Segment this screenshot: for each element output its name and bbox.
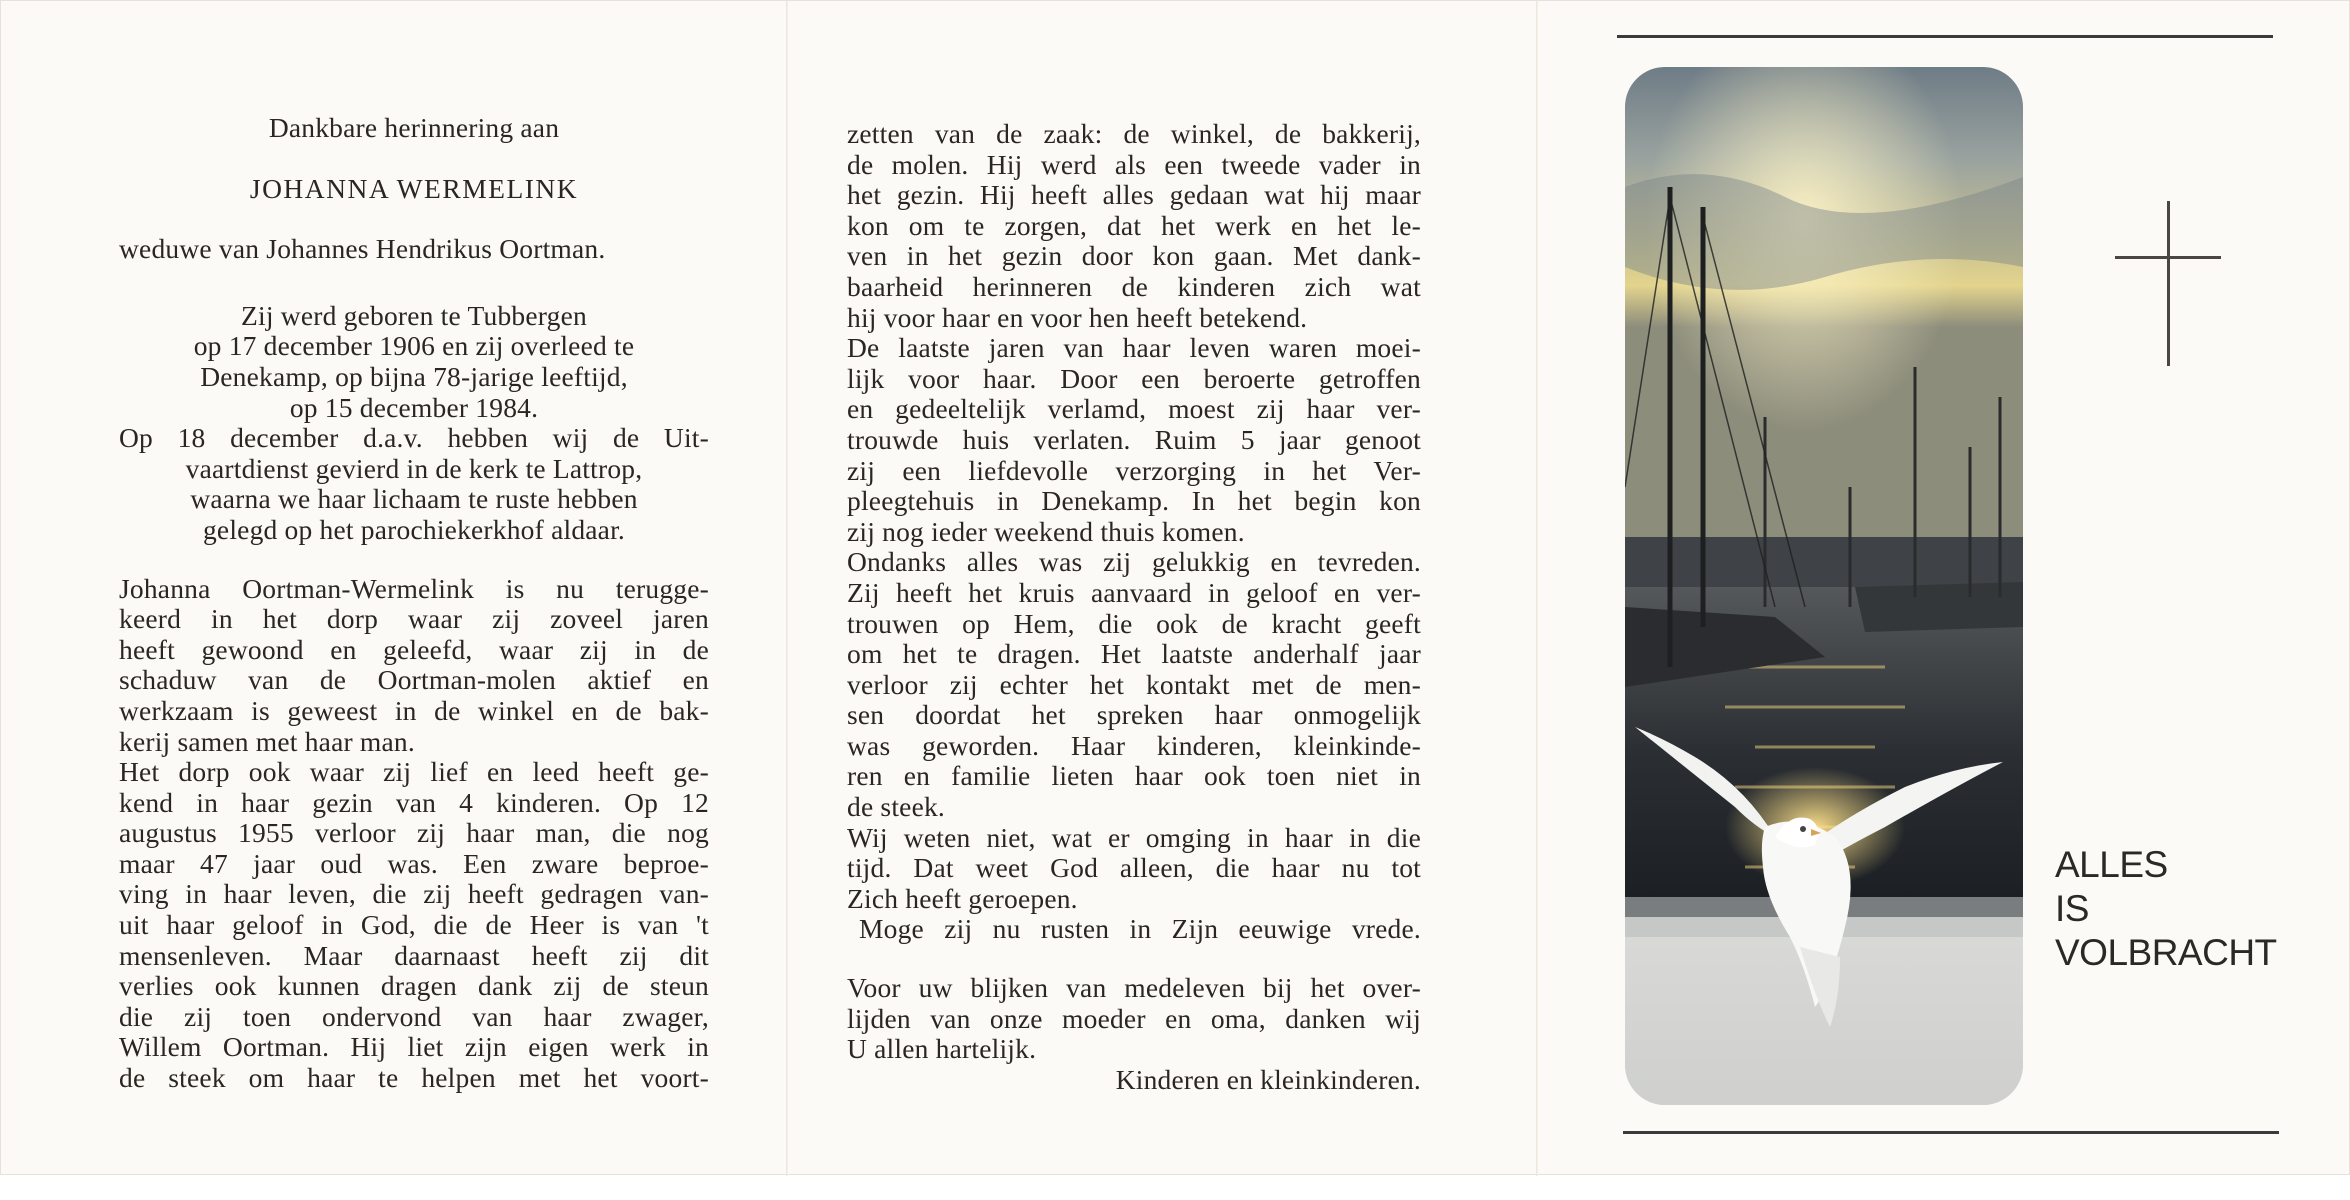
text-line: en gedeeltelijk verlamd, moest zij haar ver- bbox=[847, 393, 1421, 425]
text-line: de steek. bbox=[847, 791, 946, 823]
deceased-name: JOHANNA WERMELINK bbox=[249, 172, 579, 204]
harbor-sunset-photo bbox=[1625, 67, 2023, 1105]
text-line: hij voor haar en voor hen heeft betekend. bbox=[847, 301, 1308, 333]
text-line: maar 47 jaar oud was. Een zware beproe- bbox=[119, 847, 709, 879]
text-line: het gezin. Hij heeft alles gedaan wat hij maar bbox=[847, 179, 1421, 211]
text-line: tijd. Dat weet God alleen, die haar nu tot bbox=[847, 852, 1421, 884]
text-line: Moge zij nu rusten in Zijn eeuwige vrede. bbox=[859, 913, 1421, 945]
thanks-paragraph bbox=[847, 973, 1421, 1065]
heading-title: Dankbare herinnering aan bbox=[268, 112, 560, 143]
text-line: kerij samen met haar man. bbox=[119, 725, 415, 757]
fold-line-right bbox=[1536, 1, 1538, 1176]
text-line: waarna we haar lichaam te ruste hebben bbox=[190, 483, 638, 515]
text-line: mensenleven. Maar daarnaast heeft zij dit bbox=[119, 939, 709, 971]
text-line: de molen. Hij werd als een tweede vader in bbox=[847, 148, 1421, 180]
widow-subtitle: weduwe van Johannes Hendrikus Oortman. bbox=[119, 233, 606, 265]
text-line: was geworden. Haar kinderen, kleinkinde- bbox=[847, 729, 1421, 761]
text-line: Johanna Oortman-Wermelink is nu terugge- bbox=[119, 572, 709, 604]
text-line: lijk voor haar. Door een beroerte getroffen bbox=[847, 362, 1421, 394]
text-line: gelegd op het parochiekerkhof aldaar. bbox=[202, 513, 625, 545]
biography-paragraph bbox=[119, 574, 709, 1094]
text-line: Zich heeft geroepen. bbox=[847, 882, 1078, 914]
text-line: baarheid herinneren de kinderen zich wat bbox=[847, 270, 1421, 302]
signature: Kinderen en kleinkinderen. bbox=[1115, 1063, 1421, 1095]
motto-line: ALLES bbox=[2055, 844, 2168, 885]
birth-death-paragraph bbox=[119, 301, 709, 423]
fold-line-left bbox=[786, 1, 788, 1176]
text-line: U allen hartelijk. bbox=[847, 1033, 1037, 1065]
middle-panel bbox=[847, 119, 1421, 1095]
text-line: kon om te zorgen, dat het werk en het le- bbox=[847, 209, 1421, 241]
cross-icon-bar bbox=[2115, 256, 2221, 259]
bottom-rule bbox=[1623, 1131, 2279, 1134]
text-line: uit haar geloof in God, die de Heer is van 't bbox=[119, 909, 709, 941]
text-line: zij een liefdevolle verzorging in het Ver- bbox=[847, 454, 1421, 486]
text-line: trouwde huis verlaten. Ruim 5 jaar genoot bbox=[847, 423, 1421, 455]
text-line: Ondanks alles was zij gelukkig en tevreden. bbox=[847, 546, 1421, 578]
text-line: de steek om haar te helpen met het voort- bbox=[119, 1062, 709, 1094]
text-line: trouwen op Hem, die ook de kracht geeft bbox=[847, 607, 1421, 639]
text-line: kend in haar gezin van 4 kinderen. Op 12 bbox=[119, 786, 709, 818]
text-line: ren en familie lieten haar ook toen niet in bbox=[847, 760, 1421, 792]
text-line: zetten van de zaak: de winkel, de bakkerij, bbox=[847, 118, 1421, 149]
funeral-paragraph bbox=[119, 423, 709, 545]
cross-icon bbox=[2167, 201, 2170, 366]
text-line: werkzaam is geweest in de winkel en de bak- bbox=[119, 694, 709, 726]
left-panel bbox=[119, 113, 709, 1094]
text-line: op 17 december 1906 en zij overleed te bbox=[193, 330, 635, 362]
text-line: Voor uw blijken van medeleven bij het over- bbox=[847, 972, 1421, 1004]
motto-line: VOLBRACHT bbox=[2055, 932, 2277, 973]
text-line: lijden van onze moeder en oma, danken wij bbox=[847, 1002, 1421, 1034]
text-line: vaartdienst gevierd in de kerk te Lattrop, bbox=[185, 452, 643, 484]
text-line: Zij werd geboren te Tubbergen bbox=[241, 299, 587, 331]
text-line: die zij toen ondervond van haar zwager, bbox=[119, 1000, 709, 1032]
text-line: Zij heeft het kruis aanvaard in geloof en ver- bbox=[847, 576, 1421, 608]
text-line: keerd in het dorp waar zij zoveel jaren bbox=[119, 603, 709, 635]
text-line: Wij weten niet, wat er omging in haar in die bbox=[847, 821, 1421, 853]
text-line: Willem Oortman. Hij liet zijn eigen werk in bbox=[119, 1031, 709, 1063]
text-line: augustus 1955 verloor zij haar man, die nog bbox=[119, 817, 709, 849]
motto-line: IS bbox=[2055, 888, 2089, 929]
text-line: heeft gewoond en geleefd, waar zij in de bbox=[119, 633, 709, 665]
text-line: zij nog ieder weekend thuis komen. bbox=[847, 515, 1245, 547]
text-line: verlies ook kunnen dragen dank zij de steun bbox=[119, 970, 709, 1002]
text-line: pleegtehuis in Denekamp. In het begin kon bbox=[847, 485, 1421, 517]
text-line: om het te dragen. Het laatste anderhalf jaar bbox=[847, 638, 1421, 670]
text-line: De laatste jaren van haar leven waren moei- bbox=[847, 332, 1421, 364]
text-line: ven in het gezin door kon gaan. Met dank- bbox=[847, 240, 1421, 272]
text-line: Het dorp ook waar zij lief en leed heeft ge- bbox=[119, 756, 709, 788]
top-rule bbox=[1617, 35, 2273, 38]
continuation-paragraph bbox=[847, 119, 1421, 945]
text-line: ving in haar leven, die zij heeft gedragen van- bbox=[119, 878, 709, 910]
motto bbox=[2055, 843, 2277, 975]
text-line: verloor zij echter het kontakt met de men- bbox=[847, 668, 1421, 700]
text-line: Denekamp, op bijna 78-jarige leeftijd, bbox=[200, 360, 628, 392]
text-line: sen doordat het spreken haar onmogelijk bbox=[847, 699, 1421, 731]
text-line: op 15 december 1984. bbox=[289, 391, 539, 423]
text-line: schaduw van de Oortman-molen aktief en bbox=[119, 664, 709, 696]
text-line: Op 18 december d.a.v. hebben wij de Uit- bbox=[119, 422, 709, 454]
